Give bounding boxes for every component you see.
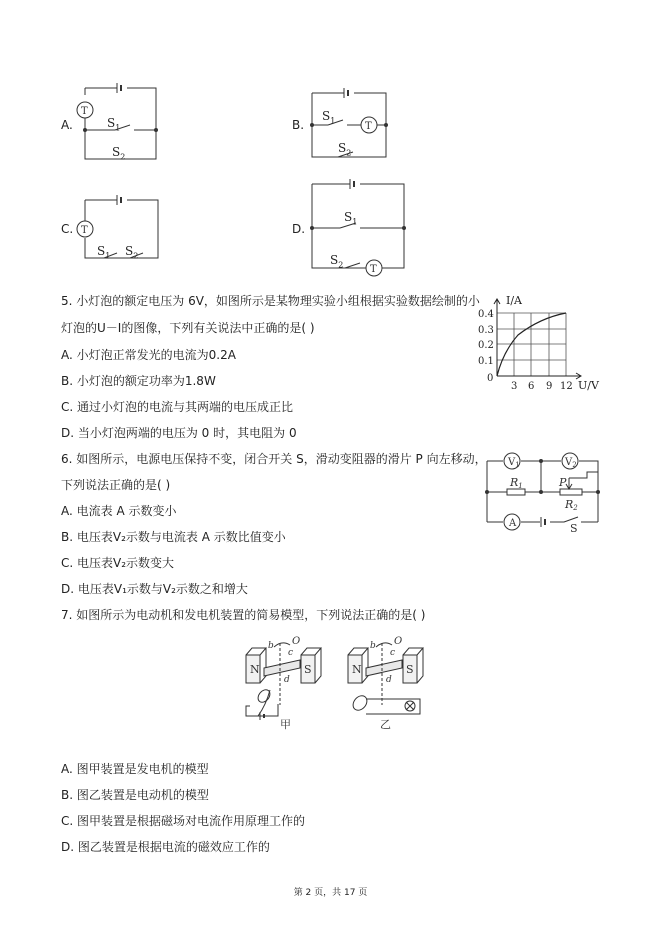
point-d-right: d	[386, 675, 392, 685]
north-pole-label-right: N	[352, 663, 362, 676]
voltmeter-1-label: $V_1$	[508, 457, 520, 469]
south-pole-label-right: S	[406, 663, 414, 676]
caption-left: 甲	[280, 718, 291, 731]
y-tick-label: 0.2	[478, 340, 494, 351]
switch-label: S	[107, 116, 116, 130]
option-letter: A.	[61, 118, 73, 132]
axis-label-right: O	[394, 636, 403, 647]
axis-label-left: O	[292, 636, 301, 647]
point-d-left: d	[284, 675, 290, 685]
q7-option-d[interactable]: D. 图乙装置是根据电流的磁效应工作的	[61, 840, 270, 854]
south-pole-label-left: S	[304, 663, 312, 676]
q6-option-d[interactable]: D. 电压表V₁示数与V₂示数之和增大	[61, 582, 248, 596]
r2-label: R2	[565, 498, 578, 512]
q5-option-d[interactable]: D. 当小灯泡两端的电压为 0 时，其电阻为 0	[61, 426, 297, 440]
x-tick-label: 3	[511, 381, 518, 392]
option-letter: D.	[292, 222, 306, 236]
r1-label: R1	[510, 476, 523, 490]
q5-option-b[interactable]: B. 小灯泡的额定功率为1.8W	[61, 374, 216, 388]
x-tick-label: 12	[560, 381, 573, 392]
q7-stem: 7. 如图所示为电动机和发电机装置的简易模型，下列说法正确的是( )	[61, 608, 426, 622]
q7-option-a[interactable]: A. 图甲装置是发电机的模型	[61, 762, 209, 776]
q6-option-b[interactable]: B. 电压表V₂示数与电流表 A 示数比值变小	[61, 530, 286, 544]
q5-option-a[interactable]: A. 小灯泡正常发光的电流为0.2A	[61, 348, 236, 362]
caption-right: 乙	[380, 718, 391, 731]
x-tick-label: 9	[546, 381, 553, 392]
lamp-label: T	[365, 121, 372, 132]
ammeter-label: A	[509, 518, 517, 529]
q5-option-c[interactable]: C. 通过小灯泡的电流与其两端的电压成正比	[61, 400, 294, 414]
q6-option-c[interactable]: C. 电压表V₂示数变大	[61, 556, 175, 570]
voltmeter-2-label: $V_2$	[565, 457, 577, 469]
y-axis-label: I/A	[506, 294, 522, 307]
q5-stem-line2: 灯泡的U－I的图像，下列有关说法中正确的是( )	[61, 321, 315, 335]
page-footer: 第 2 页，共 17 页	[293, 888, 368, 898]
y-tick-label: 0.4	[478, 309, 494, 320]
point-b-left: b	[268, 641, 274, 651]
north-pole-label-left: N	[250, 663, 260, 676]
lamp-label: T	[81, 225, 88, 236]
slider-label: P	[559, 476, 567, 489]
y-tick-label: 0.1	[478, 356, 494, 367]
y-tick-label: 0.3	[478, 325, 494, 336]
x-axis-label: U/V	[578, 379, 599, 392]
point-c-right: c	[390, 648, 396, 658]
lamp-label: T	[81, 106, 88, 117]
q7-option-c[interactable]: C. 图甲装置是根据磁场对电流作用原理工作的	[61, 814, 306, 828]
option-letter: B.	[292, 118, 305, 132]
q7-option-b[interactable]: B. 图乙装置是电动机的模型	[61, 788, 209, 802]
q6-stem-line2: 下列说法正确的是( )	[61, 478, 171, 492]
origin-label: 0	[487, 373, 494, 384]
q5-stem-line1: 5. 小灯泡的额定电压为 6V，如图所示是某物理实验小组根据实验数据绘制的小	[61, 294, 480, 308]
q6-option-a[interactable]: A. 电流表 A 示数变小	[61, 504, 177, 518]
q6-stem-line1: 6. 如图所示，电源电压保持不变，闭合开关 S，滑动变阻器的滑片 P 向左移动，	[61, 452, 487, 466]
x-tick-label: 6	[528, 381, 535, 392]
option-letter: C.	[61, 222, 74, 236]
lamp-label: T	[370, 264, 377, 275]
point-b-right: b	[370, 641, 376, 651]
switch-label: S	[112, 145, 121, 159]
point-c-left: c	[288, 648, 294, 658]
switch-label: S	[570, 522, 578, 535]
